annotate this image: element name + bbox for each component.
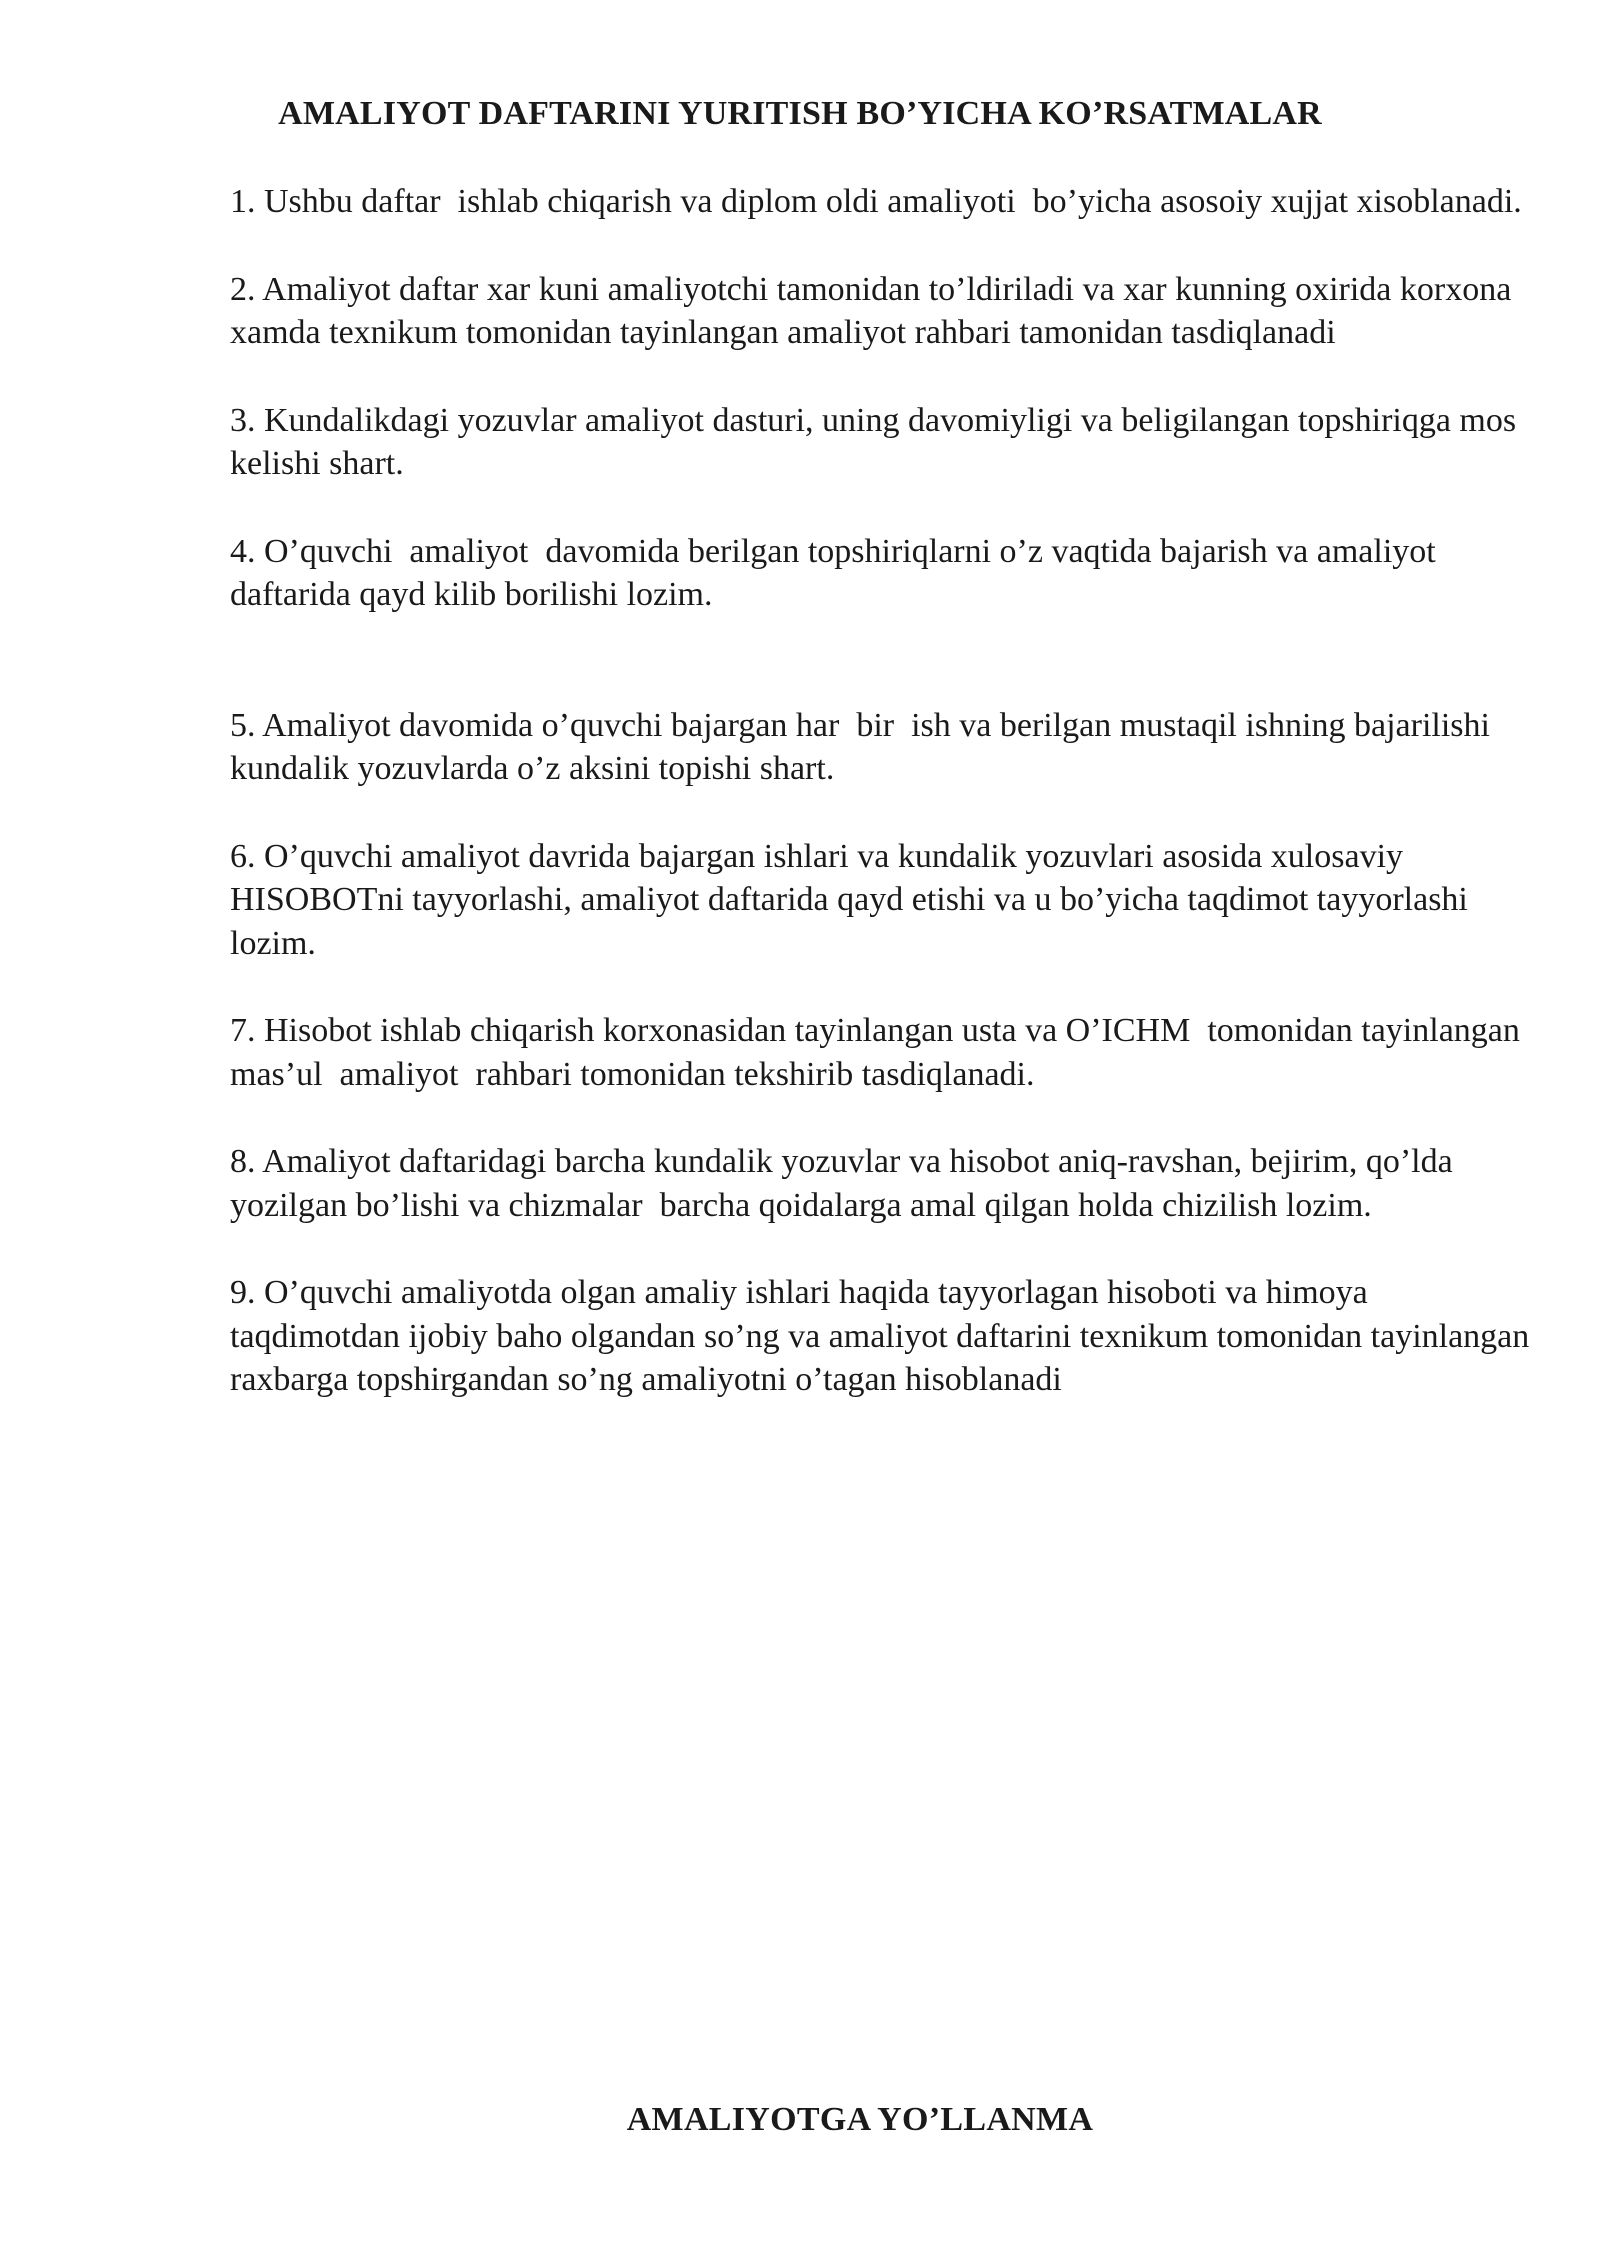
- instruction-item-3: 3. Kundalikdagi yozuvlar amaliyot dasturi, uning davomiyligi va beligilangan topshiriqga mos kelishi shart.: [230, 401, 1525, 482]
- instruction-item-6: 6. O’quvchi amaliyot davrida bajargan ishlari va kundalik yozuvlari asosida xulosaviy HISOBOTni tayyorlashi, amaliyot daftarida qayd etishi va u bo’yicha taqdimot tayyorlashi lozim.: [230, 837, 1477, 962]
- instruction-item-5: 5. Amaliyot davomida o’quvchi bajargan har bir ish va berilgan mustaqil ishning bajarilishi kundalik yozuvlarda o’z aksini topishi shart.: [230, 706, 1499, 787]
- instructions-list: [230, 180, 1538, 1446]
- instruction-item-1: 1. Ushbu daftar ishlab chiqarish va diplom oldi amaliyoti bo’yicha asosoiy xujjat xisoblanadi.: [230, 183, 1522, 220]
- instruction-item-8: 8. Amaliyot daftaridagi barcha kundalik yozuvlar va hisobot aniq-ravshan, bejirim, qo’lda yozilgan bo’lishi va chizmalar barcha qoidalarga amal qilgan holda chizilish lozim.: [230, 1143, 1462, 1224]
- instruction-item-9: 9. O’quvchi amaliyotda olgan amaliy ishlari haqida tayyorlagan hisoboti va himoya taqdimotdan ijobiy baho olgandan so’ng va amaliyot daftarini texnikum tomonidan tayinlangan raxbarga topshirgandan so’ng amaliyotni o’tagan hisoblanadi: [230, 1274, 1538, 1398]
- instruction-item-7: 7. Hisobot ishlab chiqarish korxonasidan tayinlangan usta va O’ICHM tomonidan tayinlangan mas’ul amaliyot rahbari tomonidan tekshirib tasdiqlanadi.: [230, 1012, 1529, 1093]
- page-title: AMALIYOT DAFTARINI YURITISH BO’YICHA KO’RSATMALAR: [278, 95, 1322, 132]
- section-title-referral: AMALIYOTGA YO’LLANMA: [626, 2101, 1094, 2138]
- instruction-item-4: 4. O’quvchi amaliyot davomida berilgan topshiriqlarni o’z vaqtida bajarish va amaliyot daftarida qayd kilib borilishi lozim.: [230, 532, 1445, 613]
- instruction-item-2: 2. Amaliyot daftar xar kuni amaliyotchi tamonidan to’ldiriladi va xar kunning oxirida korxona xamda texnikum tomonidan tayinlangan amaliyot rahbari tamonidan tasdiqlanadi: [230, 270, 1520, 351]
